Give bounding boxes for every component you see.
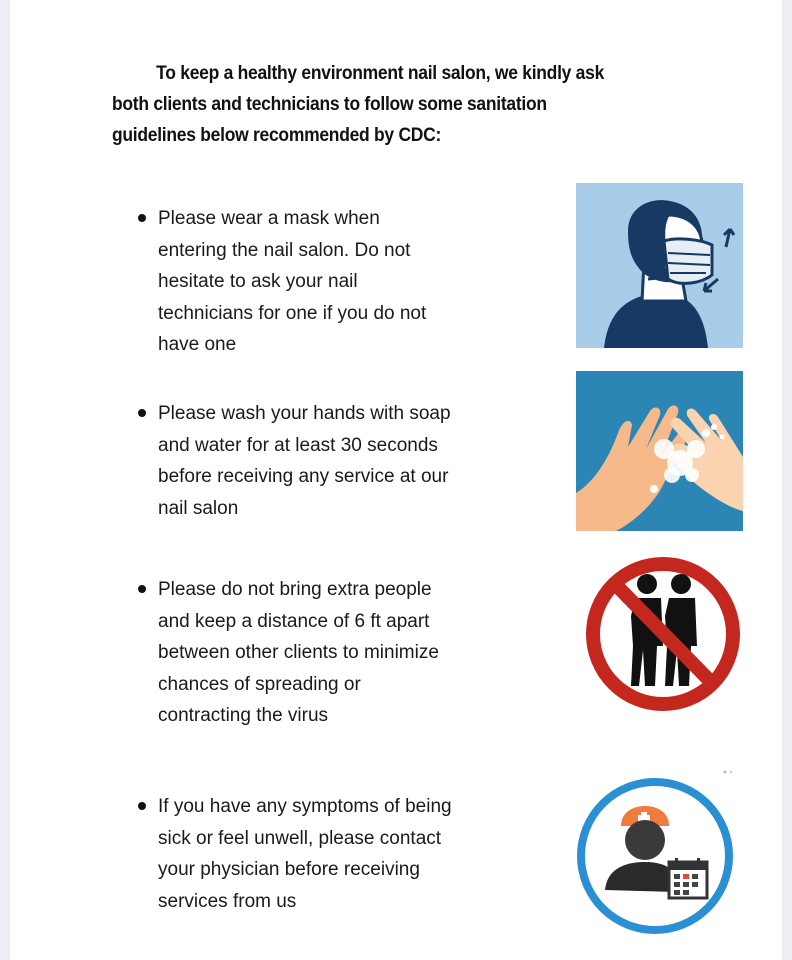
bullet-icon [138, 214, 146, 222]
face-mask-icon [576, 183, 743, 348]
intro-heading [112, 58, 682, 151]
guideline-line: Please wash your hands with soap [158, 403, 451, 424]
guideline-line: Please wear a mask when [158, 208, 380, 229]
bullet-icon [138, 585, 146, 593]
guideline-line: nail salon [158, 497, 239, 519]
guideline-line: chances of spreading or [158, 673, 361, 695]
guideline-handwash [138, 398, 558, 524]
guideline-line: If you have any symptoms of being [158, 796, 452, 817]
guideline-line: and keep a distance of 6 ft apart [158, 610, 430, 632]
guideline-line: and water for at least 30 seconds [158, 434, 438, 456]
heading-line: both clients and technicians to follow some sanitation [112, 94, 547, 115]
guideline-mask [138, 203, 558, 361]
heading-line: To keep a healthy environment nail salon, we kindly ask [156, 63, 605, 84]
guideline-line: before receiving any service at our [158, 466, 449, 487]
hand-washing-icon [576, 371, 743, 531]
poster-sheet [10, 0, 782, 960]
guideline-line: between other clients to minimize [158, 642, 439, 663]
guideline-line: your physician before receiving [158, 859, 420, 880]
guideline-line: sick or feel unwell, please contact [158, 827, 442, 849]
heading-line: guidelines below recommended by CDC: [112, 125, 442, 146]
guideline-symptoms [138, 791, 558, 917]
guideline-line: services from us [158, 890, 297, 912]
guideline-line: Please do not bring extra people [158, 579, 432, 600]
guideline-line: hesitate to ask your nail [158, 271, 358, 292]
guideline-distance [138, 574, 558, 732]
guideline-line: contracting the virus [158, 705, 329, 726]
guideline-line: have one [158, 334, 237, 355]
doctor-appointment-icon [573, 768, 737, 938]
guideline-line: technicians for one if you do not [158, 302, 427, 324]
bullet-icon [138, 409, 146, 417]
guideline-line: entering the nail salon. Do not [158, 239, 411, 261]
bullet-icon [138, 802, 146, 810]
no-crowd-icon [583, 554, 743, 714]
